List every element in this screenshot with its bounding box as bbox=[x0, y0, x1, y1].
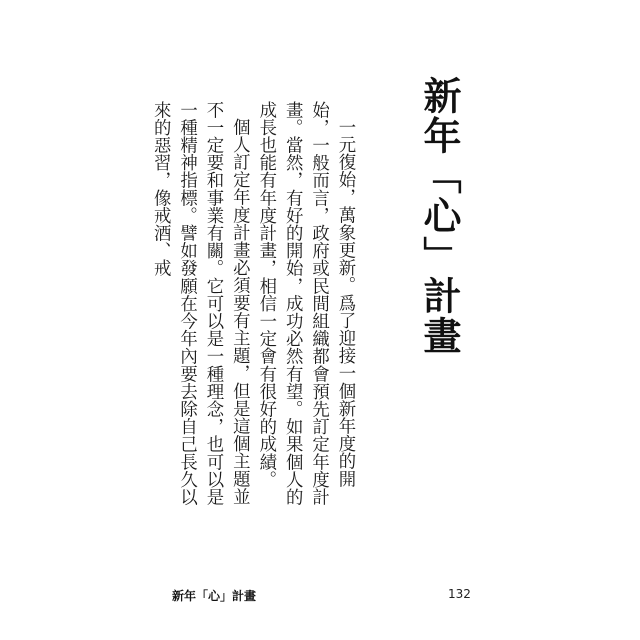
running-footer-title: 新年「心」計畫 bbox=[172, 589, 257, 603]
chapter-title: 新年「心」計畫 bbox=[417, 76, 461, 356]
paragraph-2: 個人訂定年度計畫必須要有主題，但是這個主題並不一定要和事業有關。它可以是一種理念，也可以是一種精神指標。譬如發願在今年內要去除自己長久以來的惡習，像戒酒、戒 bbox=[150, 101, 250, 506]
paragraph-1: 一元復始，萬象更新。爲了迎接一個新年度的開始，一般而言，政府或民間組織都會預先訂定年度計畫。當然，有好的開始，成功必然有望。如果個人的成長也能有年度計畫，相信一定會有很好的成績。 bbox=[255, 101, 355, 506]
page-number: 132 bbox=[448, 587, 471, 601]
body-text bbox=[147, 101, 358, 521]
